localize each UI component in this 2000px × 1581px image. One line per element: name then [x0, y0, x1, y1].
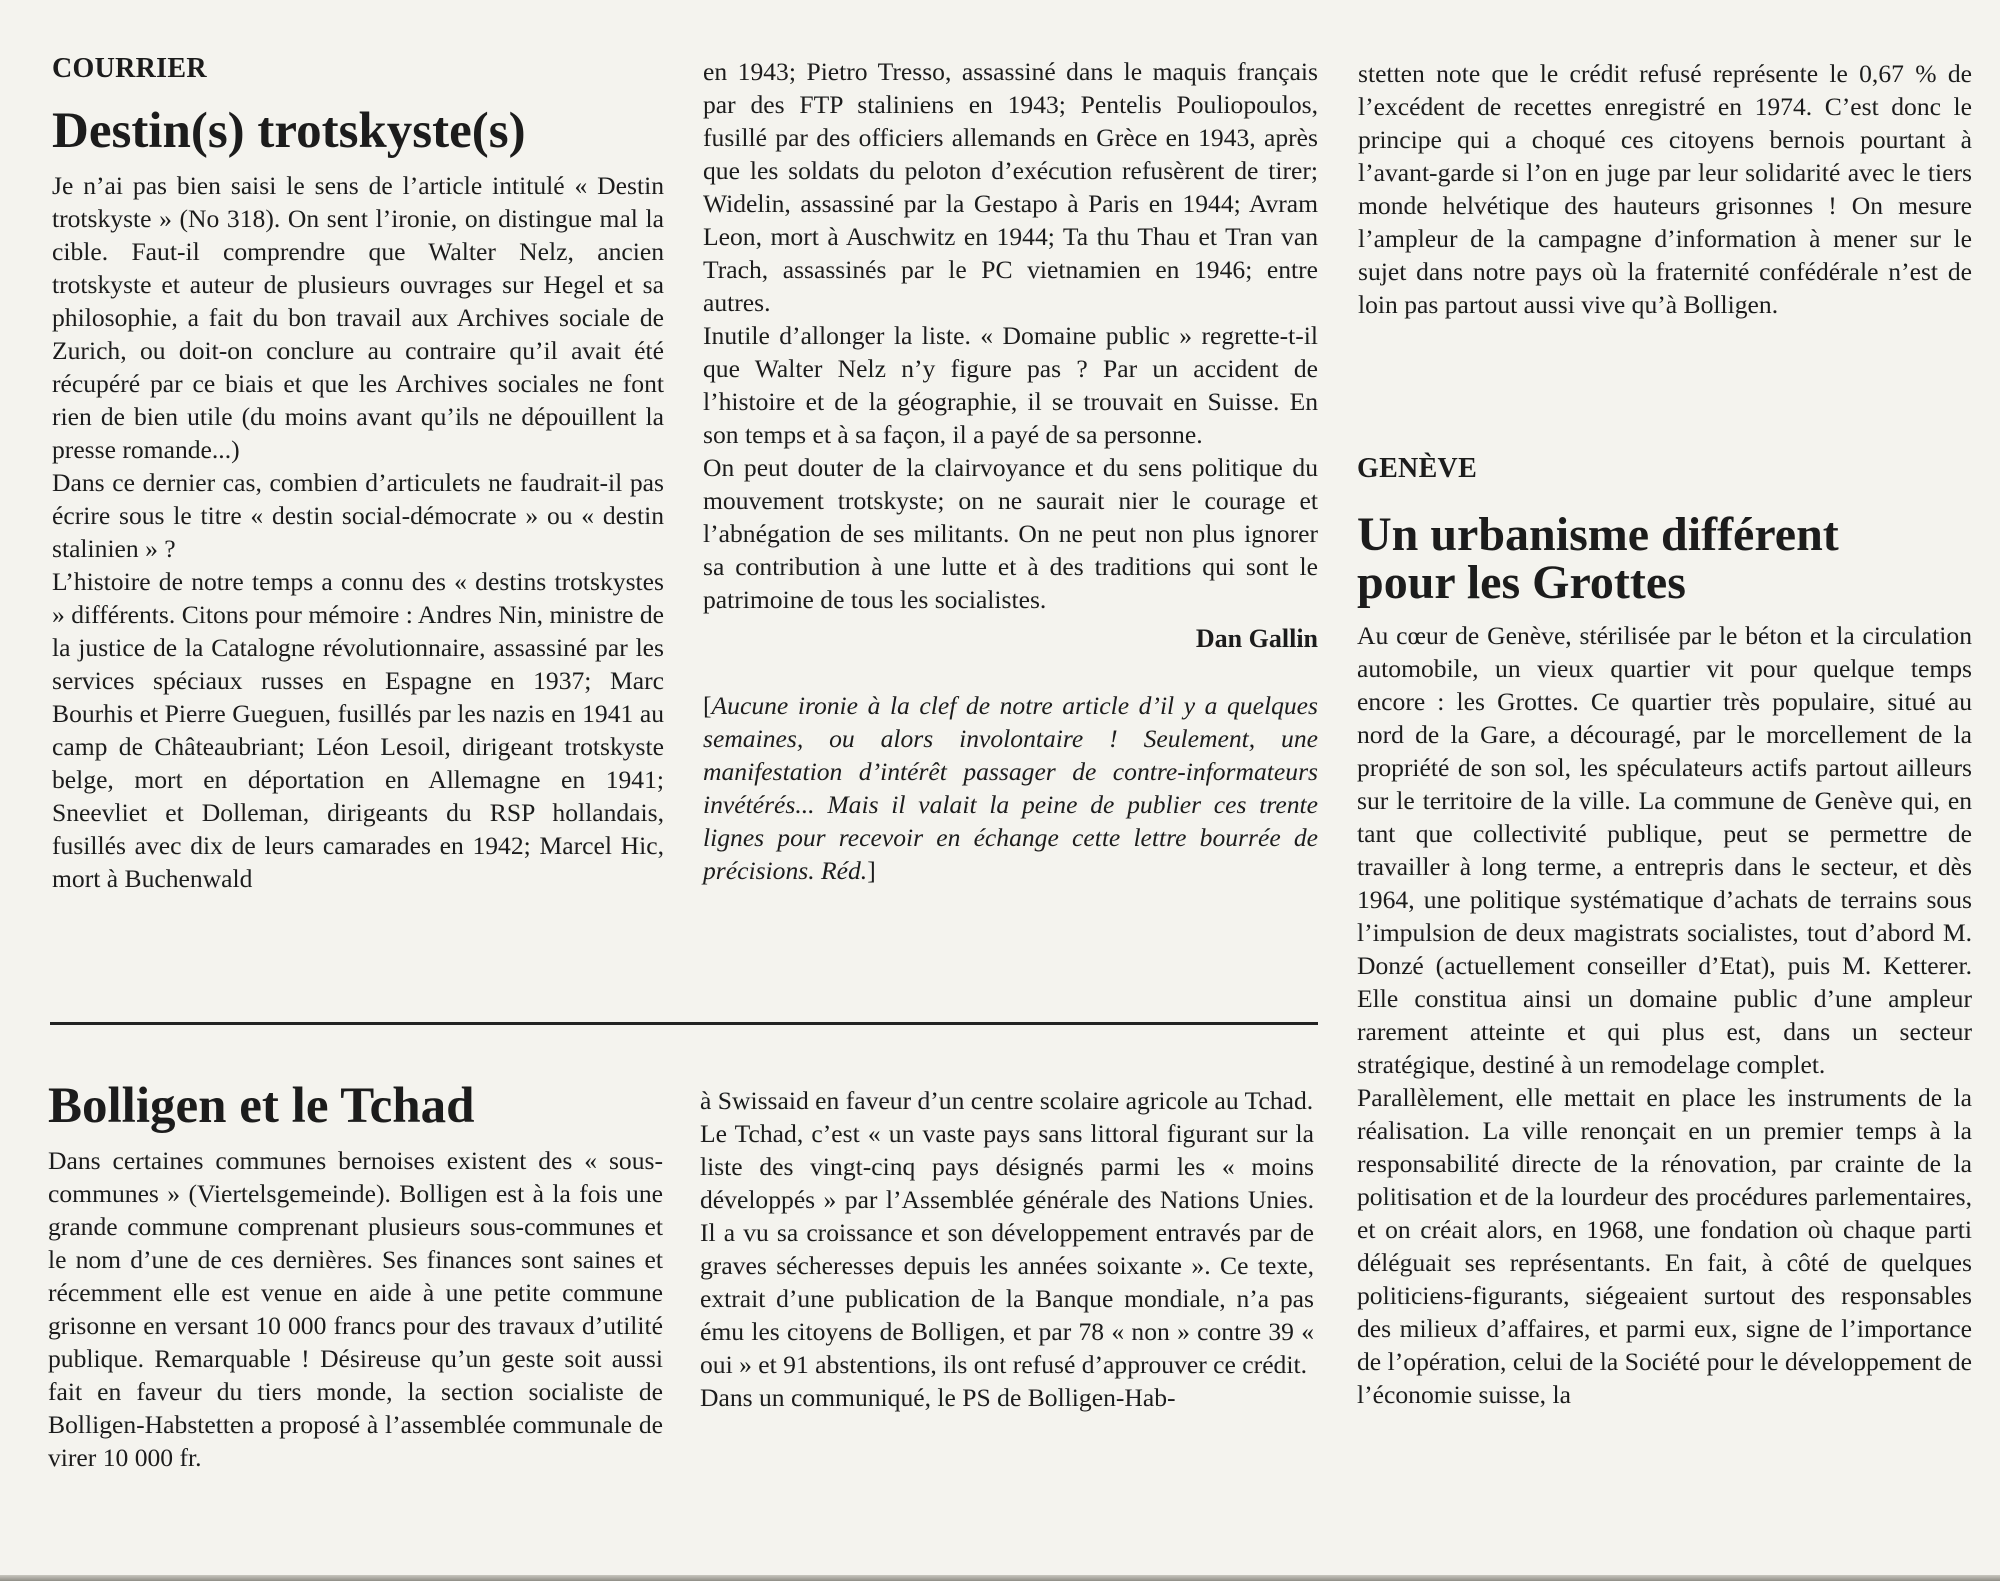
editor-note-text: Aucune ironie à la clef de notre article d’il y a quelques semaines, ou alors involontaire ! Seulement, une manifestation d’intérêt passager de contre-informateurs invétérés... Mais il valait la peine de publier ces trente lignes pour recevoir en échange cette lettre bourrée de précisions. Réd.	[703, 691, 1318, 885]
courrier-paragraph: Dans ce dernier cas, combien d’articulets ne faudrait-il pas écrire sous le titre « destin social-démocrate » ou « destin stalinien » ?	[52, 467, 664, 563]
courrier-paragraph: On peut douter de la clairvoyance et du sens politique du mouvement trotskyste; on ne saurait nier le courage et l’abnégation de ses militants. On ne peut non plus ignorer sa contribution à une lutte et à des traditions qui sont le patrimoine de tous les socialistes.	[703, 453, 1318, 614]
bolligen-paragraph: à Swissaid en faveur d’un centre scolaire agricole au Tchad.	[700, 1086, 1314, 1115]
geneve-paragraph: Parallèlement, elle mettait en place les instruments de la réalisation. La ville renonçait en un premier temps à la responsabilité directe de la rénovation, par crainte de la politisation et de la lourdeur des procédures parlementaires, et on créait alors, en 1968, une fondation où chaque parti déléguait ses représentants. En fait, à côté de quelques politiciens-figurants, siégeaient surtout des responsables des milieux d’affaires, et parmi eux, signe de l’importance de l’opération, celui de la Société pour le développement de l’économie suisse, la	[1357, 1082, 1972, 1409]
signature: Dan Gallin	[1195, 624, 1318, 653]
geneve-kicker: GENÈVE	[1357, 453, 1478, 484]
page-bottom-edge	[0, 1575, 2000, 1581]
bolligen-title: Bolligen et le Tchad	[48, 1078, 475, 1134]
courrier-kicker: COURRIER	[52, 53, 207, 84]
bracket-open: [	[703, 691, 712, 720]
courrier-title: Destin(s) trotskyste(s)	[52, 102, 526, 159]
bolligen-col3	[1358, 57, 1972, 321]
courrier-paragraph: Je n’ai pas bien saisi le sens de l’article intitulé « Destin trotskyste » (No 318). On sent l’ironie, on distingue mal la cible. Faut-il comprendre que Walter Nelz, ancien trotskyste et auteur de plusieurs ouvrages sur Hegel et sa philosophie, a fait du bon travail aux Archives sociale de Zurich, ou doit-on conclure au contraire qu’il avait été récupéré par ce biais et que les Archives sociales ne font rien de bien utile (du moins avant qu’ils ne dépouillent la presse romande...)	[52, 170, 664, 464]
bolligen-paragraph: stetten note que le crédit refusé représente le 0,67 % de l’excédent de recettes enregistré en 1974. C’est donc le principe qui a choqué ces citoyens bernois pourtant à l’avant-garde si l’on en juge par leur solidarité avec le tiers monde helvétique des hauteurs grisonnes ! On mesure l’ampleur de la campagne d’information à mener sur le sujet dans notre pays où la fraternité confédérale n’est de loin pas partout aussi vive qu’à Bolligen.	[1358, 59, 1972, 319]
bolligen-col1	[48, 1080, 663, 1474]
bolligen-paragraph: Le Tchad, c’est « un vaste pays sans littoral figurant sur la liste des vingt-cinq pays désignés parmi les « moins développés » par l’Assemblée générale des Nations Unies. Il a vu sa croissance et son développement entravés par de graves sécheresses depuis les années soixante ». Ce texte, extrait d’une publication de la Banque mondiale, n’a pas ému les citoyens de Bolligen, et par 78 « non » contre 39 « oui » et 91 abstentions, ils ont refusé d’approuver ce crédit.	[700, 1119, 1314, 1379]
geneve-paragraph: Au cœur de Genève, stérilisée par le béton et la circulation automobile, un vieux quartier vit pour quelque temps encore : les Grottes. Ce quartier très populaire, situé au nord de la Gare, a découragé, par le morcellement de la propriété de son sol, les spéculateurs actifs partout ailleurs sur le territoire de la ville. La commune de Genève qui, en tant que collectivité publique, peut se permettre de travailler à long terme, a entrepris dans le secteur, et dès 1964, une politique systématique d’achats de terrains sous l’impulsion de deux magistrats socialistes, tout d’abord M. Donzé (actuellement conseiller d’Etat), puis M. Ketterer. Elle constitua ainsi un domaine public d’une ampleur rarement atteinte et qui plus est, dans un secteur stratégique, destiné à un remodelage complet.	[1357, 620, 1972, 1079]
geneve-article	[1357, 454, 1972, 1411]
bolligen-paragraph: Dans certaines communes bernoises existent des « sous-communes » (Viertelsgemeinde). Bolligen est à la fois une grande commune comprenant plusieurs sous-communes et le nom d’une de ces dernières. Ses finances sont saines et récemment elle est venue en aide à une petite commune grisonne en versant 10 000 francs pour des travaux d’utilité publique. Remarquable ! Désireuse qu’un geste soit aussi fait en faveur du tiers monde, la section socialiste de Bolligen-Habstetten a proposé à l’assemblée communale de virer 10 000 fr.	[48, 1146, 663, 1473]
bolligen-paragraph: Dans un communiqué, le PS de Bolligen-Hab-	[700, 1383, 1176, 1412]
courrier-paragraph: Inutile d’allonger la liste. « Domaine public » regrette-t-il que Walter Nelz n’y figure pas ? Par un accident de l’histoire et de la géographie, il se trouvait en Suisse. En son temps et à sa façon, il a payé de sa personne.	[703, 321, 1318, 449]
geneve-title	[1357, 507, 1972, 609]
section-divider	[50, 1022, 1318, 1025]
geneve-title-line1: Un urbanisme différent	[1357, 507, 1839, 561]
courrier-col1	[52, 54, 664, 895]
bolligen-col2	[700, 1084, 1314, 1414]
bracket-close: ]	[867, 856, 876, 885]
geneve-title-line2: pour les Grottes	[1357, 555, 1686, 609]
courrier-paragraph: L’histoire de notre temps a connu des « destins trotskystes » différents. Citons pour mémoire : Andres Nin, ministre de la justice de la Catalogne révolutionnaire, assassiné par les services spéciaux russes en Espagne en 1937; Marc Bourhis et Pierre Gueguen, fusillés par les nazis en 1941 au camp de Châteaubriant; Léon Lesoil, dirigeant trotskyste belge, mort en déportation en Allemagne en 1941; Sneevliet et Dolleman, dirigeants du RSP hollandais, fusillés avec dix de leurs camarades en 1942; Marcel Hic, mort à Buchenwald	[52, 566, 664, 893]
editor-note	[703, 689, 1318, 887]
courrier-col2	[703, 55, 1318, 887]
courrier-paragraph: en 1943; Pietro Tresso, assassiné dans le maquis français par des FTP staliniens en 1943; Pentelis Pouliopoulos, fusillé par des officiers allemands en Grèce en 1943, après que les soldats du peloton d’exécution refusèrent de tirer; Widelin, assassiné par la Gestapo à Paris en 1944; Avram Leon, mort à Auschwitz en 1944; Ta thu Thau et Tran van Trach, assassinés par le PC vietnamien en 1946; entre autres.	[703, 57, 1318, 317]
